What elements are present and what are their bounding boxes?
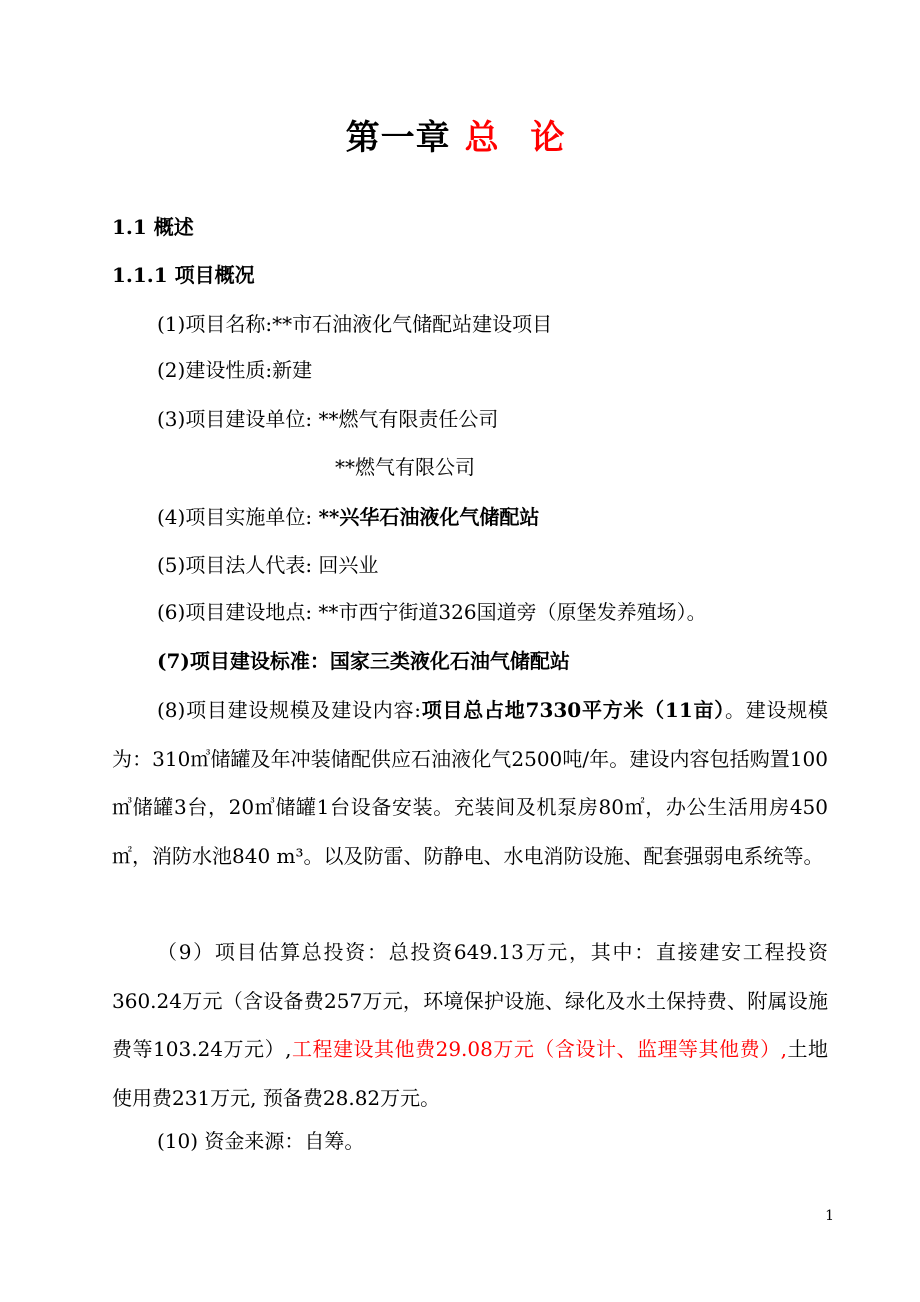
item-9 <box>112 928 828 1122</box>
item-9-other-fees: 工程建设其他费29.08万元（含设计、监理等其他费）, <box>291 1037 787 1061</box>
item-4 <box>157 503 539 531</box>
item-10: (10) 资金来源：自筹。 <box>157 1129 365 1153</box>
chapter-title-red: 总 论 <box>464 118 575 158</box>
item-4-label: (4)项目实施单位: <box>157 505 319 529</box>
item-8 <box>112 686 828 880</box>
chapter-prefix: 第一章 <box>345 118 451 158</box>
item-8-label: (8)项目建设规模及建设内容: <box>157 698 422 722</box>
section-heading: 1.1 概述 <box>112 215 194 239</box>
item-4-value: **兴华石油液化气储配站 <box>318 505 540 529</box>
item-5: (5)项目法人代表: 回兴业 <box>157 553 379 577</box>
item-7: (7)项目建设标准：国家三类液化石油气储配站 <box>157 649 570 673</box>
item-6: (6)项目建设地点: **市西宁街道326国道旁（原堡发养殖场）。 <box>157 600 707 624</box>
item-3-value-1: **燃气有限责任公司 <box>318 407 499 431</box>
subsection-heading: 1.1.1 项目概况 <box>112 263 255 287</box>
item-9-tail: 土地使用费231万元, 预备费28.82万元。 <box>112 1037 829 1110</box>
item-8-body: 。建设规模为：310㎥储罐及年冲装储配供应石油液化气2500吨/年。建设内容包括购置100㎥储罐3台，20㎥储罐1台设备安装。充装间及机泵房80㎡，办公生活用房450㎡，消防水池840 m³。以及防雷、防静电、水电消防设施、配套强弱电系统等。 <box>112 698 829 868</box>
chapter-title <box>0 110 920 159</box>
item-3-value-2: **燃气有限公司 <box>335 455 475 479</box>
item-9-body: （9）项目估算总投资：总投资649.13万元，其中：直接建安工程投资360.24万元（含设备费257万元，环境保护设施、绿化及水土保持费、附属设施费等103.24万元）, <box>112 940 828 1061</box>
item-8-area: 项目总占地7330平方米（11亩） <box>421 698 726 722</box>
item-1: (1)项目名称:**市石油液化气储配站建设项目 <box>157 312 553 336</box>
item-3-label: (3)项目建设单位: <box>157 407 319 431</box>
item-3 <box>157 405 498 433</box>
page-number: 1 <box>825 1208 834 1224</box>
item-2: (2)建设性质:新建 <box>157 358 313 382</box>
